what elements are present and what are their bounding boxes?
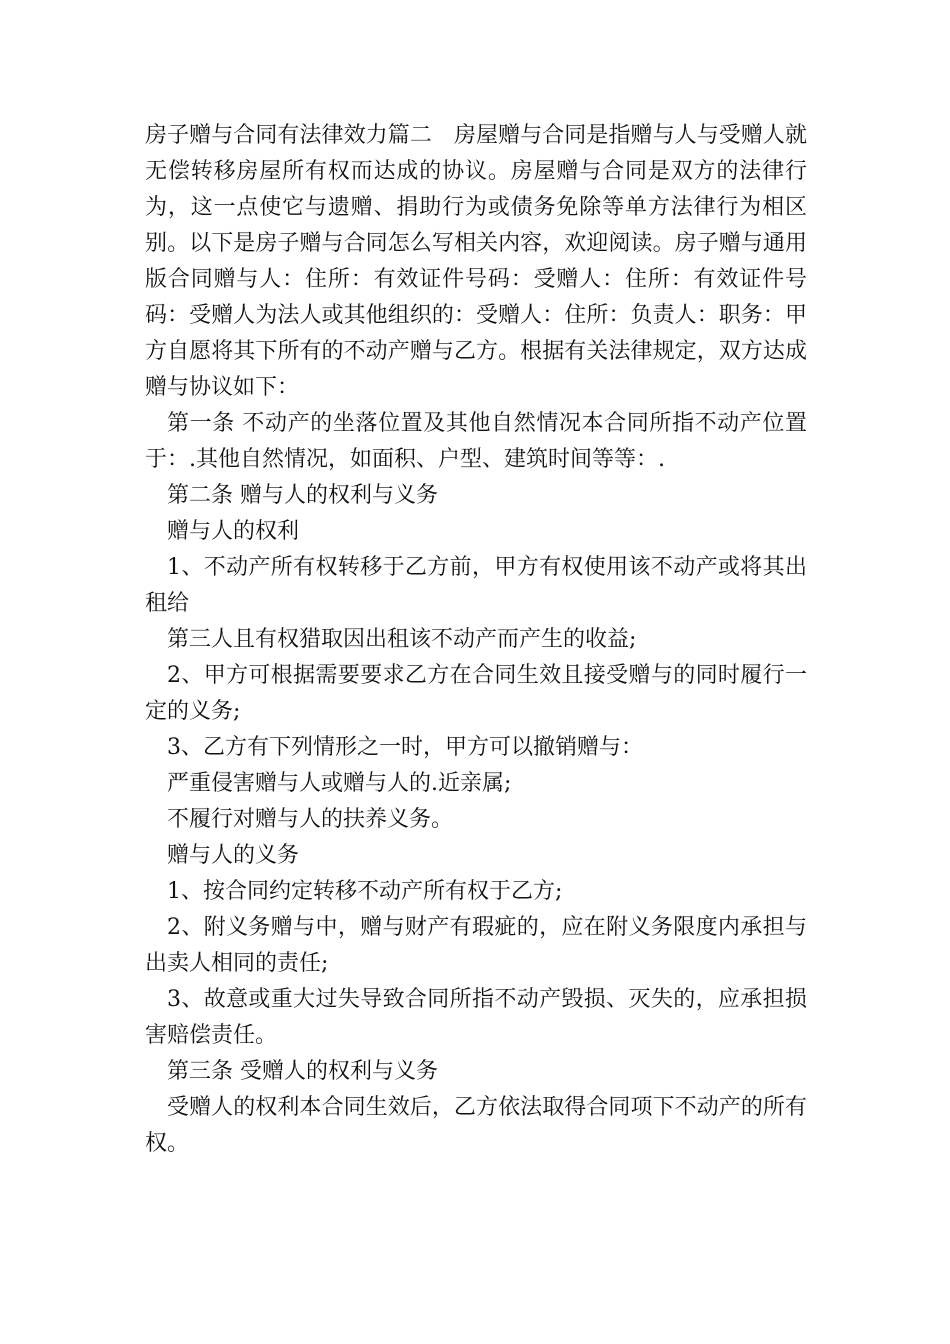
list-item-donor-right-2: 2、甲方可根据需要要求乙方在合同生效且接受赠与的同时履行一定的义务; — [145, 663, 807, 724]
heading-donor-duties: 赠与人的义务 — [167, 843, 300, 868]
paragraph-donee-rights: 受赠人的权利本合同生效后，乙方依法取得合同项下不动产的所有权。 — [145, 1095, 807, 1156]
list-item-donor-right-1: 1、不动产所有权转移于乙方前，甲方有权使用该不动产或将其出租给 — [145, 555, 807, 616]
list-item-donor-duty-2: 2、附义务赠与中，赠与财产有瑕疵的，应在附义务限度内承担与出卖人相同的责任; — [145, 915, 807, 976]
list-item-donor-right-3: 3、乙方有下列情形之一时，甲方可以撤销赠与： — [167, 735, 643, 760]
heading-article-2: 第二条 赠与人的权利与义务 — [167, 483, 438, 508]
document-body — [145, 118, 807, 1162]
paragraph-article-1: 第一条 不动产的坐落位置及其他自然情况本合同所指不动产位置于：.其他自然情况，如面积、户型、建筑时间等等：. — [145, 411, 807, 472]
list-item-donor-duty-1: 1、按合同约定转移不动产所有权于乙方; — [167, 879, 563, 904]
list-item-revoke-case-1: 严重侵害赠与人或赠与人的.近亲属; — [167, 771, 512, 796]
list-item-revoke-case-2: 不履行对赠与人的扶养义务。 — [167, 807, 454, 832]
heading-article-3: 第三条 受赠人的权利与义务 — [167, 1059, 438, 1084]
heading-donor-rights: 赠与人的权利 — [167, 519, 300, 544]
list-item-donor-duty-3: 3、故意或重大过失导致合同所指不动产毁损、灭失的，应承担损害赔偿责任。 — [145, 987, 807, 1048]
paragraph-intro: 房子赠与合同有法律效力篇二 房屋赠与合同是指赠与人与受赠人就无偿转移房屋所有权而达成的协议。房屋赠与合同是双方的法律行为，这一点使它与遗赠、捐助行为或债务免除等单方法律行为相区别。以下是房子赠与合同怎么写相关内容，欢迎阅读。房子赠与通用版合同赠与人：住所：有效证件号码：受赠人：住所：有效证件号码：受赠人为法人或其他组织的：受赠人：住所：负责人：职务：甲方自愿将其下所有的不动产赠与乙方。根据有关法律规定，双方达成赠与协议如下： — [145, 123, 807, 400]
list-item-donor-right-1-cont: 第三人且有权猎取因出租该不动产而产生的收益; — [167, 627, 637, 652]
